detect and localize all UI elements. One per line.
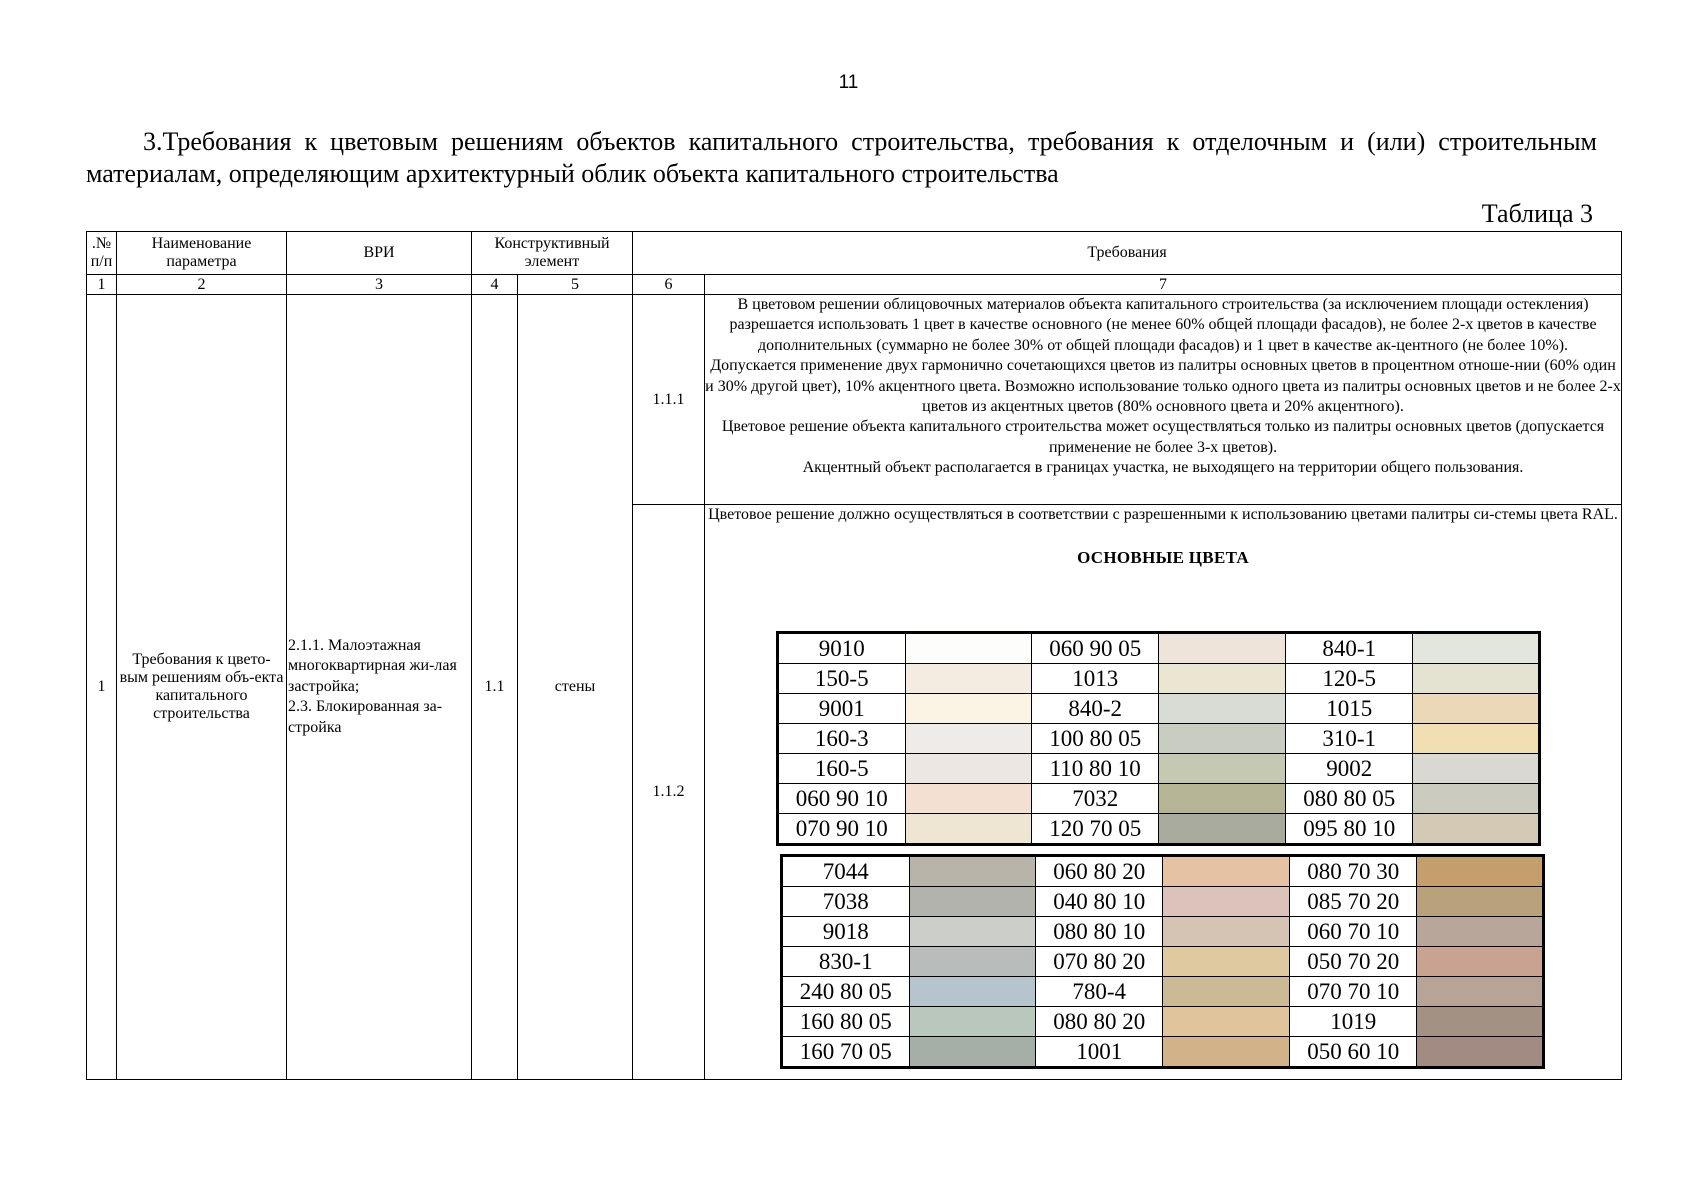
- color-code: 060 70 10: [1289, 917, 1417, 947]
- color-swatch: [909, 917, 1035, 947]
- color-code: 050 70 20: [1289, 947, 1417, 977]
- color-swatch: [1159, 754, 1285, 784]
- color-swatch: [1413, 814, 1540, 845]
- color-swatch: [1413, 724, 1540, 754]
- color-code: 080 70 30: [1289, 856, 1417, 887]
- color-code: 830-1: [782, 947, 910, 977]
- color-swatch: [909, 887, 1035, 917]
- page-number: 11: [838, 72, 859, 93]
- palette-row: [778, 694, 1540, 724]
- color-swatch: [1417, 856, 1544, 887]
- row-vri: [287, 295, 472, 1080]
- col-number: 7: [705, 275, 1622, 295]
- color-swatch: [1163, 1007, 1289, 1037]
- color-swatch: [905, 694, 1031, 724]
- color-swatch: [1413, 633, 1540, 664]
- sub-code-2: 1.1.2: [633, 505, 705, 1080]
- color-swatch: [905, 633, 1031, 664]
- color-swatch: [1159, 664, 1285, 694]
- palette-row: [782, 1037, 1544, 1068]
- color-swatch: [1413, 664, 1540, 694]
- color-swatch: [1417, 1007, 1544, 1037]
- vri-item: 2.1.1. Малоэтажная многоквартирная жи-лая застройка;: [288, 636, 457, 695]
- color-swatch: [1163, 947, 1289, 977]
- color-swatch: [1417, 887, 1544, 917]
- color-swatch: [905, 724, 1031, 754]
- color-code: 9010: [778, 633, 906, 664]
- color-swatch: [1163, 1037, 1289, 1068]
- color-code: 110 80 10: [1031, 754, 1159, 784]
- palette-row: [782, 917, 1544, 947]
- palette-row: [778, 664, 1540, 694]
- table-row: [87, 295, 1622, 505]
- palette-row: [782, 856, 1544, 887]
- color-code: 060 90 10: [778, 784, 906, 814]
- palette-row: [782, 1007, 1544, 1037]
- color-code: 7038: [782, 887, 910, 917]
- color-code: 1015: [1285, 694, 1413, 724]
- palette-row: [782, 887, 1544, 917]
- color-code: 080 80 10: [1035, 917, 1163, 947]
- header-num: .№ п/п: [87, 232, 117, 275]
- color-code: 095 80 10: [1285, 814, 1413, 845]
- color-code: 120-5: [1285, 664, 1413, 694]
- color-code: 840-1: [1285, 633, 1413, 664]
- color-swatch: [1417, 1037, 1544, 1068]
- row-element-code: 1.1: [472, 295, 518, 1080]
- color-swatch: [1159, 633, 1285, 664]
- color-code: 080 80 05: [1285, 784, 1413, 814]
- header-row: [87, 232, 1622, 275]
- color-code: 150-5: [778, 664, 906, 694]
- req-paragraph: Допускается применение двух гармонично сочетающихся цветов из палитры основных цветов в процентном отноше-нии (60% один и 30% другой цвет), 10% акцентного цвета. Возможно использование только одного цвета из палитры основных цветов и не более 2-х цветов из акцентных цветов (80% основного цвета и 20% акцентного).: [705, 357, 1621, 416]
- palette-table-2: [780, 854, 1545, 1069]
- header-vri: ВРИ: [287, 232, 472, 275]
- row-param: Требования к цвето-вым решениям объ-екта капитального строительства: [117, 295, 287, 1080]
- color-swatch: [1159, 814, 1285, 845]
- color-code: 9018: [782, 917, 910, 947]
- color-swatch: [905, 784, 1031, 814]
- color-code: 160 70 05: [782, 1037, 910, 1068]
- color-code: 040 80 10: [1035, 887, 1163, 917]
- color-swatch: [1163, 917, 1289, 947]
- color-swatch: [909, 856, 1035, 887]
- palette-row: [778, 724, 1540, 754]
- req-paragraph: В цветовом решении облицовочных материалов объекта капитального строительства (за исключением площади остекления) разрешается использовать 1 цвет в качестве основного (не менее 60% общей площади фасадов), не более 2-х цветов в качестве дополнительных (суммарно не более 30% от общей площади фасадов) и 1 цвет в качестве ак-центного (не более 10%).: [729, 296, 1597, 354]
- req-paragraph: Цветовое решение объекта капитального строительства может осуществляться только из палитры основных цветов (допускается применение не более 3-х цветов).: [721, 418, 1605, 456]
- color-code: 840-2: [1031, 694, 1159, 724]
- vri-item: 2.3. Блокированная за-стройка: [288, 698, 443, 736]
- column-number-row: [87, 275, 1622, 295]
- palette-title: ОСНОВНЫЕ ЦВЕТА: [1077, 548, 1249, 568]
- section-heading: 3.Требования к цветовым решениям объектов капитального строительства, требования к отделочным и (или) строительным материалам, определяющим архитектурный облик объекта капитального строительства: [86, 127, 1597, 188]
- col-number: 4: [472, 275, 518, 295]
- color-code: 1019: [1289, 1007, 1417, 1037]
- color-swatch: [909, 947, 1035, 977]
- col-number: 1: [87, 275, 117, 295]
- color-code: 070 80 20: [1035, 947, 1163, 977]
- color-swatch: [1413, 694, 1540, 724]
- col-number: 6: [633, 275, 705, 295]
- color-swatch: [1413, 754, 1540, 784]
- color-swatch: [1159, 724, 1285, 754]
- color-swatch: [1417, 947, 1544, 977]
- color-code: 070 70 10: [1289, 977, 1417, 1007]
- palette-row: [778, 633, 1540, 664]
- color-swatch: [905, 754, 1031, 784]
- palette-row: [778, 814, 1540, 845]
- color-swatch: [909, 1037, 1035, 1068]
- color-code: 085 70 20: [1289, 887, 1417, 917]
- palette-row: [782, 977, 1544, 1007]
- col-number: 5: [518, 275, 633, 295]
- color-code: 050 60 10: [1289, 1037, 1417, 1068]
- color-code: 160-5: [778, 754, 906, 784]
- color-code: 080 80 20: [1035, 1007, 1163, 1037]
- sub-code-1: 1.1.1: [633, 295, 705, 505]
- header-param: Наименование параметра: [117, 232, 287, 275]
- color-code: 1001: [1035, 1037, 1163, 1068]
- color-swatch: [1159, 694, 1285, 724]
- color-code: 9002: [1285, 754, 1413, 784]
- color-code: 100 80 05: [1031, 724, 1159, 754]
- header-requirements: Требования: [633, 232, 1622, 275]
- color-swatch: [909, 977, 1035, 1007]
- color-swatch: [1413, 784, 1540, 814]
- color-swatch: [1163, 977, 1289, 1007]
- color-code: 070 90 10: [778, 814, 906, 845]
- row-element-name: стены: [518, 295, 633, 1080]
- color-swatch: [909, 1007, 1035, 1037]
- palette-table-1: [776, 631, 1541, 846]
- color-code: 310-1: [1285, 724, 1413, 754]
- color-code: 1013: [1031, 664, 1159, 694]
- color-swatch: [1163, 856, 1289, 887]
- row-num: 1: [87, 295, 117, 1080]
- color-swatch: [1159, 784, 1285, 814]
- color-code: 120 70 05: [1031, 814, 1159, 845]
- color-swatch: [905, 814, 1031, 845]
- table-caption: Таблица 3: [1481, 199, 1593, 228]
- palette-row: [778, 784, 1540, 814]
- color-code: 7044: [782, 856, 910, 887]
- header-element: Конструктивный элемент: [472, 232, 633, 275]
- color-code: 060 90 05: [1031, 633, 1159, 664]
- color-code: 7032: [1031, 784, 1159, 814]
- color-code: 780-4: [1035, 977, 1163, 1007]
- color-swatch: [1163, 887, 1289, 917]
- req-paragraph: Акцентный объект располагается в границах участка, не выходящего на территории общего пользования.: [802, 459, 1524, 477]
- palette-row: [778, 754, 1540, 784]
- color-code: 9001: [778, 694, 906, 724]
- color-code: 240 80 05: [782, 977, 910, 1007]
- req-paragraph: Цветовое решение должно осуществляться в соответствии с разрешенными к использованию цветами палитры си-стемы цвета RAL.: [708, 506, 1618, 523]
- col-number: 2: [117, 275, 287, 295]
- color-code: 060 80 20: [1035, 856, 1163, 887]
- color-code: 160-3: [778, 724, 906, 754]
- col-number: 3: [287, 275, 472, 295]
- sub-text-1: [705, 295, 1622, 505]
- color-code: 160 80 05: [782, 1007, 910, 1037]
- color-swatch: [1417, 977, 1544, 1007]
- palette-row: [782, 947, 1544, 977]
- color-swatch: [905, 664, 1031, 694]
- color-swatch: [1417, 917, 1544, 947]
